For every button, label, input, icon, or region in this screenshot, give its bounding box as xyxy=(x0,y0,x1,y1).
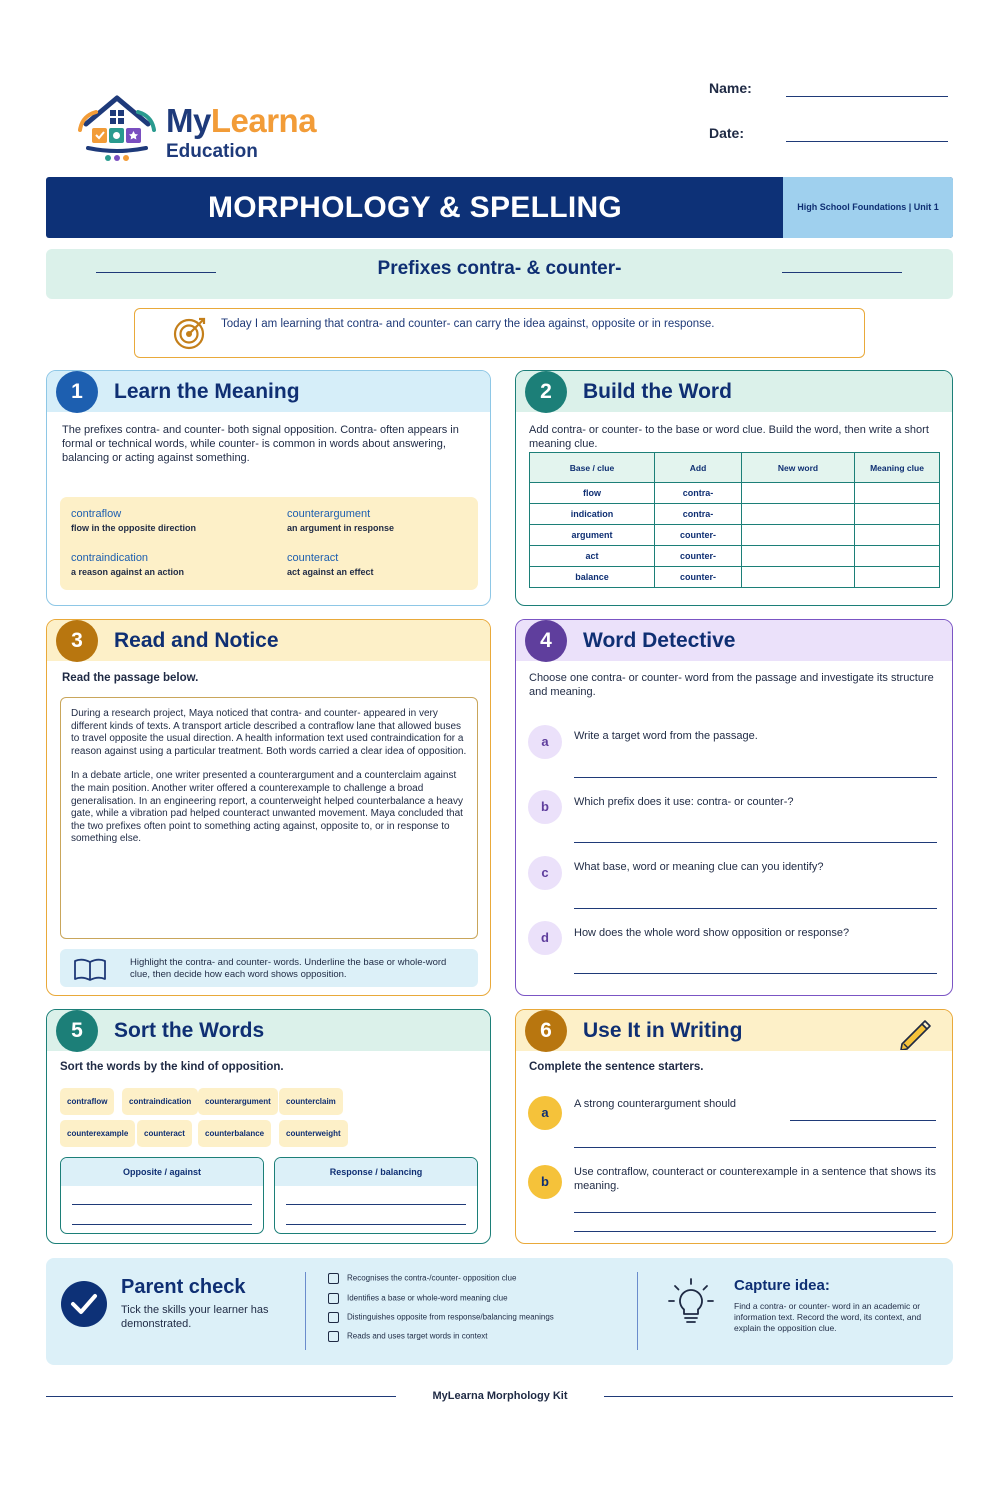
target-icon xyxy=(173,316,207,350)
question-text: What base, word or meaning clue can you identify? xyxy=(574,861,824,873)
build-table xyxy=(529,452,940,588)
section-text: The prefixes contra- and counter- both signal opposition. Contra- often appears in formal or technical words, while counter- is common in words about answering, balancing or acting against something. xyxy=(62,424,459,464)
answer-line[interactable] xyxy=(286,1204,466,1205)
prompt-text: A strong counterargument should xyxy=(574,1098,737,1110)
base-cell: indication xyxy=(530,504,655,525)
name-label: Name: xyxy=(709,80,752,96)
divider xyxy=(305,1272,306,1350)
checkbox[interactable] xyxy=(328,1331,339,1342)
tip-text: Highlight the contra- and counter- words. Underline the base or whole-word clue, then decide how each word shows opposition. xyxy=(130,957,447,980)
sort-column-response[interactable] xyxy=(274,1157,478,1234)
vocab-item: counterargument an argument in response xyxy=(287,508,395,533)
date-label: Date: xyxy=(709,125,745,141)
checkbox[interactable] xyxy=(328,1312,339,1323)
vocab-item: contraflow flow in the opposite direction xyxy=(71,508,196,533)
prompt-letter: b xyxy=(528,1165,562,1199)
vocab-item: contraindication a reason against an action xyxy=(71,552,185,577)
section-title: Read and Notice xyxy=(114,629,279,652)
page-title: MORPHOLOGY & SPELLING xyxy=(207,191,623,224)
question-text: How does the whole word show opposition or response? xyxy=(574,927,850,939)
sort-column-opposite[interactable] xyxy=(60,1157,264,1234)
base-cell: act xyxy=(530,546,655,567)
logo-house-icon xyxy=(72,88,162,162)
new-word-cell[interactable] xyxy=(742,546,855,567)
learning-goal xyxy=(134,308,865,358)
card-sort-words xyxy=(46,1009,491,1244)
question-text: Which prefix does it use: contra- or counter-? xyxy=(574,796,794,808)
column-header: New word xyxy=(742,453,855,483)
table-row xyxy=(530,567,940,588)
prompt-text: Use contraflow, counteract or counterexample in a sentence that shows its meaning. xyxy=(574,1166,936,1192)
word-chip[interactable]: contraindication xyxy=(122,1088,198,1115)
card-header xyxy=(47,1010,490,1051)
card-build-word xyxy=(515,370,953,606)
skill-check[interactable]: Distinguishes opposite from response/balancing meanings xyxy=(328,1312,554,1323)
answer-line[interactable] xyxy=(72,1204,252,1205)
column-header: Add xyxy=(655,453,742,483)
prefix-cell: counter- xyxy=(655,525,742,546)
section-title: Word Detective xyxy=(583,629,736,652)
prefix-cell: counter- xyxy=(655,546,742,567)
sort-column-header: Response / balancing xyxy=(275,1158,477,1186)
table-row xyxy=(530,546,940,567)
section-title: Learn the Meaning xyxy=(114,380,300,403)
answer-line[interactable] xyxy=(574,1212,936,1213)
section-title: Sort the Words xyxy=(114,1019,265,1042)
unit-tag: High School Foundations | Unit 1 xyxy=(783,177,953,238)
checkbox[interactable] xyxy=(328,1273,339,1284)
book-icon xyxy=(73,958,107,982)
section-number: 2 xyxy=(525,371,567,413)
card-header xyxy=(47,371,490,412)
sort-column-header: Opposite / against xyxy=(61,1158,263,1186)
vocab-box xyxy=(60,497,478,590)
skill-check[interactable]: Reads and uses target words in context xyxy=(328,1331,488,1342)
divider xyxy=(637,1272,638,1350)
base-cell: argument xyxy=(530,525,655,546)
meaning-cell[interactable] xyxy=(855,525,940,546)
prompt-letter: a xyxy=(528,1096,562,1130)
card-header xyxy=(516,620,952,661)
capture-title: Capture idea: xyxy=(734,1277,830,1294)
new-word-cell[interactable] xyxy=(742,504,855,525)
section-number: 3 xyxy=(56,620,98,662)
logo-wordmark: MyLearna xyxy=(166,102,317,139)
card-read-notice xyxy=(46,619,491,996)
meaning-cell[interactable] xyxy=(855,483,940,504)
section-number: 1 xyxy=(56,371,98,413)
reading-passage xyxy=(60,697,478,939)
new-word-cell[interactable] xyxy=(742,567,855,588)
name-field[interactable] xyxy=(786,96,948,97)
answer-line[interactable] xyxy=(790,1120,936,1121)
table-row xyxy=(530,525,940,546)
meaning-cell[interactable] xyxy=(855,504,940,525)
prefix-cell: counter- xyxy=(655,567,742,588)
answer-line[interactable] xyxy=(286,1224,466,1225)
card-header xyxy=(516,371,952,412)
question-text: Write a target word from the passage. xyxy=(574,730,758,742)
parent-check-title: Parent check xyxy=(121,1276,246,1298)
word-chip[interactable]: counterweight xyxy=(279,1120,348,1147)
passage-paragraph: During a research project, Maya noticed that contra- and counter- appeared in very different kinds of texts. A transport article described a contraflow lane that allowed buses to travel opposite the usual direction. A health information text used contraindication for a reason against using a particular treatment. Both words carried a clear idea of opposition. xyxy=(71,708,467,757)
section-number: 5 xyxy=(56,1010,98,1052)
page-header xyxy=(46,177,953,238)
skill-check[interactable]: Identifies a base or whole-word meaning clue xyxy=(328,1293,508,1304)
vocab-item: counteract act against an effect xyxy=(287,552,374,577)
answer-line[interactable] xyxy=(574,777,937,778)
section-text: Add contra- or counter- to the base or word clue. Build the word, then write a short meaning clue. xyxy=(529,424,929,450)
section-number: 4 xyxy=(525,620,567,662)
tip-box xyxy=(60,949,478,987)
passage-paragraph: In a debate article, one writer presented a counterargument and a counterclaim against the main position. Another writer offered a counterexample to challenge a broad generalisation. In an engineering report, a counterweight helped counterbalance a heavy gate, while a vibration pad helped counteract unwanted movement. Maya concluded that the two prefixes often point to something acting against, opposite to, or in response to something else. xyxy=(71,770,463,845)
checkbox[interactable] xyxy=(328,1293,339,1304)
question-letter: a xyxy=(528,725,562,759)
card-header xyxy=(47,620,490,661)
word-chip[interactable]: contraflow xyxy=(60,1088,114,1115)
answer-line[interactable] xyxy=(574,973,937,974)
parent-check-text: Tick the skills your learner has demonstrated. xyxy=(121,1304,269,1330)
card-learn-meaning xyxy=(46,370,491,606)
card-word-detective xyxy=(515,619,953,996)
answer-line[interactable] xyxy=(574,1147,936,1148)
section-title: Use It in Writing xyxy=(583,1019,743,1042)
answer-line[interactable] xyxy=(72,1224,252,1225)
pencil-icon xyxy=(896,1016,932,1050)
word-chip[interactable]: counterclaim xyxy=(279,1088,343,1115)
question-letter: b xyxy=(528,790,562,824)
logo-subtitle: Education xyxy=(166,141,258,162)
prefix-cell: contra- xyxy=(655,504,742,525)
question-letter: c xyxy=(528,856,562,890)
meaning-cell[interactable] xyxy=(855,567,940,588)
column-header: Meaning clue xyxy=(855,453,940,483)
lesson-subtitle: Prefixes contra- & counter- xyxy=(377,258,622,279)
word-chip[interactable]: counterbalance xyxy=(198,1120,271,1147)
card-use-writing xyxy=(515,1009,953,1244)
new-word-cell[interactable] xyxy=(742,483,855,504)
checkmark-circle-icon xyxy=(60,1280,108,1328)
footer-text: MyLearna Morphology Kit xyxy=(432,1390,568,1402)
answer-line[interactable] xyxy=(574,1231,936,1232)
subtitle-rule-right xyxy=(782,272,902,273)
subtitle-band xyxy=(46,249,953,299)
section-instruction: Sort the words by the kind of opposition. xyxy=(60,1061,284,1073)
word-chip[interactable]: counteract xyxy=(137,1120,192,1147)
lightbulb-icon xyxy=(666,1276,716,1328)
answer-line[interactable] xyxy=(574,842,937,843)
base-cell: balance xyxy=(530,567,655,588)
word-chip[interactable]: counterexample xyxy=(60,1120,135,1147)
parent-check-band xyxy=(46,1258,953,1365)
meaning-cell[interactable] xyxy=(855,546,940,567)
section-text: Choose one contra- or counter- word from the passage and investigate its structure and meaning. xyxy=(529,672,934,698)
table-row xyxy=(530,483,940,504)
skill-check[interactable]: Recognises the contra-/counter- opposition clue xyxy=(328,1273,516,1284)
subtitle-rule-left xyxy=(96,272,216,273)
table-row xyxy=(530,504,940,525)
card-header xyxy=(516,1010,952,1051)
capture-text: Find a contra- or counter- word in an academic or information text. Record the word, its context, and explain the opposition clue. xyxy=(734,1301,922,1333)
prefix-cell: contra- xyxy=(655,483,742,504)
word-chip[interactable]: counterargument xyxy=(198,1088,278,1115)
section-title: Build the Word xyxy=(583,380,732,403)
answer-line[interactable] xyxy=(574,908,937,909)
section-instruction: Complete the sentence starters. xyxy=(529,1061,704,1073)
date-field[interactable] xyxy=(786,141,948,142)
column-header: Base / clue xyxy=(530,453,655,483)
base-cell: flow xyxy=(530,483,655,504)
question-letter: d xyxy=(528,921,562,955)
new-word-cell[interactable] xyxy=(742,525,855,546)
section-number: 6 xyxy=(525,1010,567,1052)
learning-goal-text: Today I am learning that contra- and counter- can carry the idea against, opposite or in response. xyxy=(221,318,715,330)
section-instruction: Read the passage below. xyxy=(62,672,199,684)
